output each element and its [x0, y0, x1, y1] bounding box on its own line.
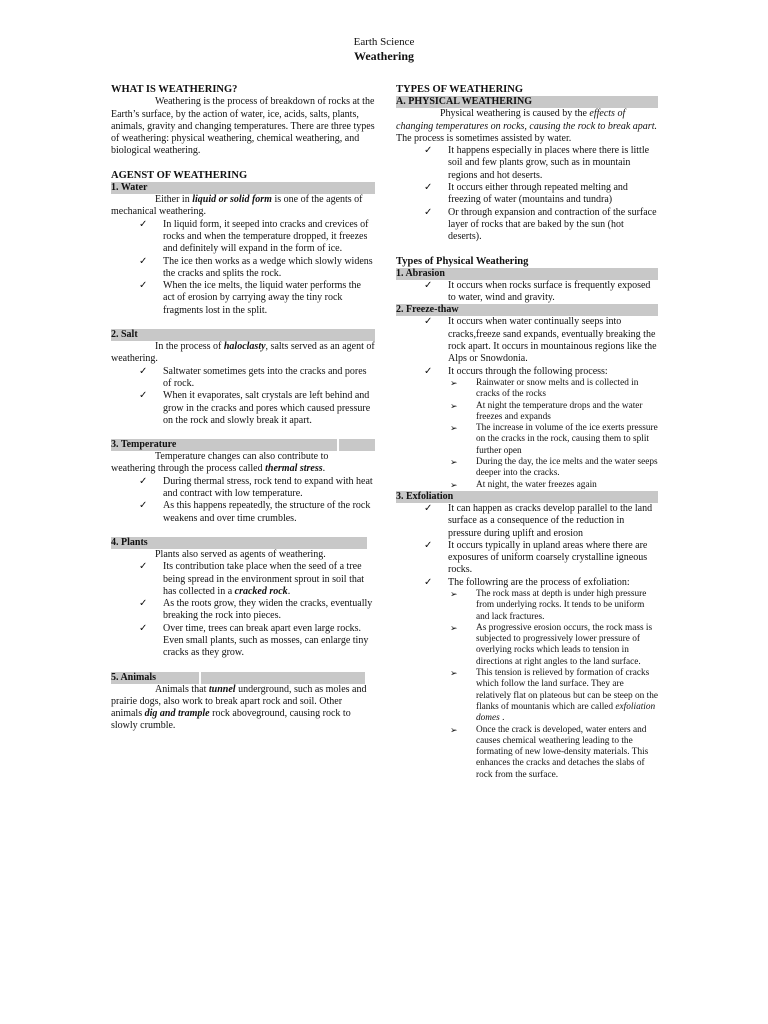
temperature-intro: Temperature changes can also contribute to weathering through the process called thermal stress. — [111, 451, 329, 475]
water-heading: 1. Water — [111, 182, 375, 194]
arrow-icon: ➢ — [450, 724, 458, 735]
arrow-icon: ➢ — [450, 377, 458, 388]
arrow-icon: ➢ — [450, 423, 458, 434]
physical-list — [396, 145, 658, 243]
arrow-icon: ➢ — [450, 622, 458, 633]
list-item: ✓ It occurs through the following process: — [424, 365, 608, 377]
arrow-icon: ➢ — [450, 588, 458, 599]
check-icon: ✓ — [424, 502, 433, 514]
check-icon: ✓ — [139, 365, 148, 377]
plants-intro: Plants also served as agents of weathering. — [155, 548, 326, 560]
list-item: ✓ Saltwater sometimes gets into the cracks and pores of rock. — [139, 365, 367, 389]
salt-intro: In the process of haloclasty, salts served as an agent of weathering. — [111, 341, 375, 365]
check-icon: ✓ — [424, 539, 433, 551]
document-title: Weathering — [354, 49, 414, 63]
right-column — [396, 84, 658, 781]
check-icon: ✓ — [139, 218, 148, 230]
list-item: ✓ As this happens repeatedly, the structure of the rock weakens and over time crumbles. — [139, 500, 371, 524]
exfoliation-list — [396, 503, 658, 589]
types-physical-heading: Types of Physical Weathering — [396, 255, 529, 267]
list-item: ➢ During the day, the ice melts and the water seeps deeper into the cracks. — [450, 457, 658, 479]
list-item: ➢ Rainwater or snow melts and is collected in cracks of the rocks — [450, 377, 639, 400]
list-item: ✓ In liquid form, it seeped into cracks and crevices of rocks and when the temperature dropped, it freezes and definitely will expand in the form of ice. — [139, 218, 369, 255]
arrow-icon: ➢ — [450, 479, 458, 490]
list-item: ✓ It occurs when rocks surface is frequently exposed to water, wind and gravity. — [424, 279, 651, 304]
plants-list — [111, 561, 375, 659]
check-icon: ✓ — [424, 279, 433, 291]
list-item: ✓ It occurs when water continually seeps into cracks,freeze sand expands, eventually breaking the rock apart. It occurs in mountainous regions like the Alps or Snowdonia. — [424, 316, 657, 365]
check-icon: ✓ — [424, 316, 433, 328]
list-item: ✓ Or through expansion and contraction of the surface layer of rocks that are baked by the sun (hot deserts). — [424, 206, 657, 243]
check-icon: ✓ — [139, 500, 148, 512]
left-column — [111, 84, 375, 733]
list-item: ✓ The ice then works as a wedge which slowly widens the cracks and splits the rock. — [139, 255, 373, 279]
list-item: ✓ During thermal stress, rock tend to expand with heat and contract with low temperature. — [139, 475, 373, 500]
arrow-icon: ➢ — [450, 668, 458, 679]
list-item: ✓ The followring are the process of exfoliation: — [424, 576, 630, 588]
water-intro: Either in liquid or solid form is one of the agents of mechanical weathering. — [111, 194, 363, 218]
what-is-weathering-heading: WHAT IS WEATHERING? — [111, 84, 238, 95]
list-item: ✓ It occurs typically in upland areas where there are exposures of uniform coarsely crystalline igneous rocks. — [424, 539, 648, 576]
check-icon: ✓ — [424, 365, 433, 377]
list-item: ✓ When it evaporates, salt crystals are left behind and grow in the cracks and pores which caused pressure on the rock and slowly break it apart. — [139, 390, 371, 426]
list-item: ➢ The increase in volume of the ice exerts pressure on the cracks in the rock, causing them to split further open — [450, 423, 658, 456]
list-item: ➢ This tension is relieved by formation of cracks which follow the land surface. They are relatively flat on plateous but can be steep on the flanks of mountanis which are called exfoliation domes . — [450, 668, 659, 724]
check-icon: ✓ — [139, 475, 148, 487]
check-icon: ✓ — [424, 145, 433, 157]
abrasion-list — [396, 280, 658, 305]
document-subject: Earth Science — [353, 36, 415, 48]
arrow-icon: ➢ — [450, 457, 458, 468]
animals-text: Animals that tunnel underground, such as moles and prairie dogs, also work to break apart rock and soil. Other animals dig and trample rock aboveground, causing rock to slowly crumble. — [111, 683, 367, 732]
list-item: ➢ At night the temperature drops and the water freezes and expands — [450, 400, 643, 422]
check-icon: ✓ — [424, 182, 433, 194]
salt-heading: 2. Salt — [111, 329, 375, 341]
list-item: ➢ The rock mass at depth is under high pressure from underlying rocks. It tends to be uniform and lack fractures. — [450, 588, 647, 622]
check-icon: ✓ — [139, 390, 148, 402]
physical-weathering-text: Physical weathering is caused by the effects of changing temperatures on rocks, causing the rock to break apart. The process is sometimes assisted by water. — [396, 108, 657, 144]
check-icon: ✓ — [139, 622, 148, 634]
check-icon: ✓ — [139, 255, 148, 267]
list-item: ➢ At night, the water freezes again — [450, 479, 597, 490]
water-list — [111, 219, 375, 317]
list-item: ✓ Its contribution take place when the seed of a tree being spread in the environment sprout in soil that has collected in a cracked rock. — [139, 561, 365, 597]
freeze-thaw-list — [396, 316, 658, 377]
freeze-thaw-steps — [396, 378, 658, 491]
animals-heading: 5. Animals — [111, 672, 365, 684]
exfoliation-heading: 3. Exfoliation — [396, 491, 658, 503]
temperature-heading: 3. Temperature — [111, 439, 375, 451]
abrasion-heading: 1. Abrasion — [396, 268, 658, 280]
check-icon: ✓ — [424, 206, 433, 218]
exfoliation-steps — [396, 589, 658, 781]
list-item: ➢ As progressive erosion occurs, the rock mass is subjected to progressively lower pressure of overlying rocks which leads to tension in directions at right angles to the land surface. — [450, 622, 653, 667]
salt-list — [111, 366, 375, 427]
physical-weathering-heading: A. PHYSICAL WEATHERING — [396, 96, 658, 108]
freeze-thaw-heading: 2. Freeze-thaw — [396, 304, 658, 316]
list-item: ✓ When the ice melts, the liquid water performs the act of erosion by carrying away the tiny rock fragments lost in the split. — [139, 280, 361, 316]
list-item: ✓ It occurs either through repeated melting and freezing of water (mountains and tundra) — [424, 182, 628, 206]
list-item: ✓ Over time, trees can break apart even large rocks. Even small plants, such as mosses, can enlarge tiny cracks as they grow. — [139, 622, 369, 659]
check-icon: ✓ — [139, 280, 148, 292]
arrow-icon: ➢ — [450, 400, 458, 411]
what-is-weathering-text: Weathering is the process of breakdown of rocks at the Earth’s surface, by the action of water, ice, acids, salts, plants, animals, gravity and changing temperatures. There are three types of weathering: physical weathering, chemical weathering, and biological weathering. — [111, 96, 375, 157]
temperature-list — [111, 476, 375, 525]
check-icon: ✓ — [139, 561, 148, 573]
list-item: ✓ As the roots grow, they widen the cracks, eventually breaking the rock into pieces. — [139, 598, 373, 622]
check-icon: ✓ — [139, 598, 148, 610]
list-item: ✓ It can happen as cracks develop parallel to the land surface as a consequence of the reduction in pressure during uplift and erosion — [424, 502, 653, 539]
agents-heading: AGENST OF WEATHERING — [111, 169, 248, 181]
check-icon: ✓ — [424, 576, 433, 588]
plants-heading: 4. Plants — [111, 537, 367, 549]
list-item: ✓ It happens especially in places where there is little soil and few plants grow, such as in mountain regions and hot deserts. — [424, 145, 650, 181]
types-heading: TYPES OF WEATHERING — [396, 84, 523, 95]
list-item: ➢ Once the crack is developed, water enters and causes chemical weathering leading to the formating of new lowe-density materials. This enhances the cracks and detaches the slabs of rock from the surface. — [450, 724, 649, 780]
